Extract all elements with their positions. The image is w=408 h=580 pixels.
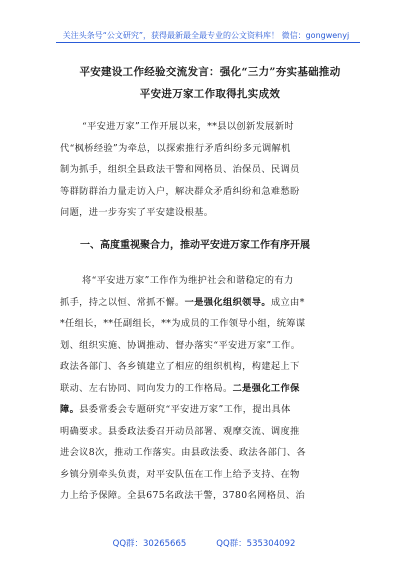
paragraph-line: 进会议8次，推动工作落实。由县政法委、政法各部门、各 [60, 447, 306, 458]
paragraph-line: 乡镇分别牵头负责，对平安队伍在工作上给予支持、在物 [60, 468, 300, 480]
paragraph-line: 政法各部门、各乡镇建立了相应的组织机构，构建起上下 [60, 361, 300, 372]
emphasis-text: 障。 [60, 404, 80, 415]
paragraph-line: “平安进万家”工作开展以来，**县以创新发展新时 [82, 121, 294, 132]
paragraph-line: 障。县委常委会专题研究“平安进万家”工作，提出具体 [60, 404, 291, 415]
paragraph-line: 问题，进一步夯实了平安建设根基。 [60, 207, 214, 218]
paragraph-line: *任组长，**任副组长，**为成员的工作领导小组，统筹谋 [60, 318, 306, 329]
footer-qq-group-1: QQ群：30265665 [112, 539, 187, 549]
paragraph-line: 明确要求。县委政法委召开动员部署、观摩交流、调度推 [60, 425, 300, 437]
paragraph-line: 制为抓手，组织全县政法干警和网格员、治保员、民调员 [60, 164, 300, 175]
paragraph-line: 力上给予保障。全县675名政法干警，3780名网格员、治 [60, 490, 306, 501]
emphasis-text: 一是强化组织领导。 [184, 296, 271, 308]
paragraph-line: 联动、左右协同、同向发力的工作格局。二是强化工作保 [60, 382, 300, 394]
paragraph-line: 将“平安进万家”工作作为维护社会和谐稳定的有力 [82, 275, 294, 286]
section-paragraph [60, 270, 352, 507]
footer-qq-group-2: QQ群：535304092 [216, 539, 296, 549]
document-title-line-2: 平安进万家工作取得扎实成效 [139, 88, 281, 100]
emphasis-text: 二是强化工作保 [232, 382, 300, 394]
paragraph-line: 划、组织实施、协调推动、督办落实“平安进万家”工作。 [60, 339, 301, 351]
header-divider [56, 42, 360, 43]
section-heading: 一、高度重视聚合力，推动平安进万家工作有序开展 [80, 240, 310, 251]
intro-paragraph [60, 116, 352, 224]
paragraph-line: 抓手，持之以恒、常抓不懈。一是强化组织领导。成立由* [60, 296, 305, 308]
paragraph-line: 等群防群治力量走访入户，解决群众矛盾纠纷和急难愁盼 [60, 185, 300, 197]
footer-contact [0, 537, 408, 549]
paragraph-line: 代“枫桥经验”为牵总，以探索推行矛盾纠纷多元调解机 [60, 142, 291, 154]
header-note: 关注头条号“公文研究”，获得最新最全最专业的公文资料库！ 微信：gongwenyj [62, 31, 350, 40]
document-title-line-1: 平安建设工作经验交流发言：强化“三力”夯实基础推动 [79, 66, 341, 78]
